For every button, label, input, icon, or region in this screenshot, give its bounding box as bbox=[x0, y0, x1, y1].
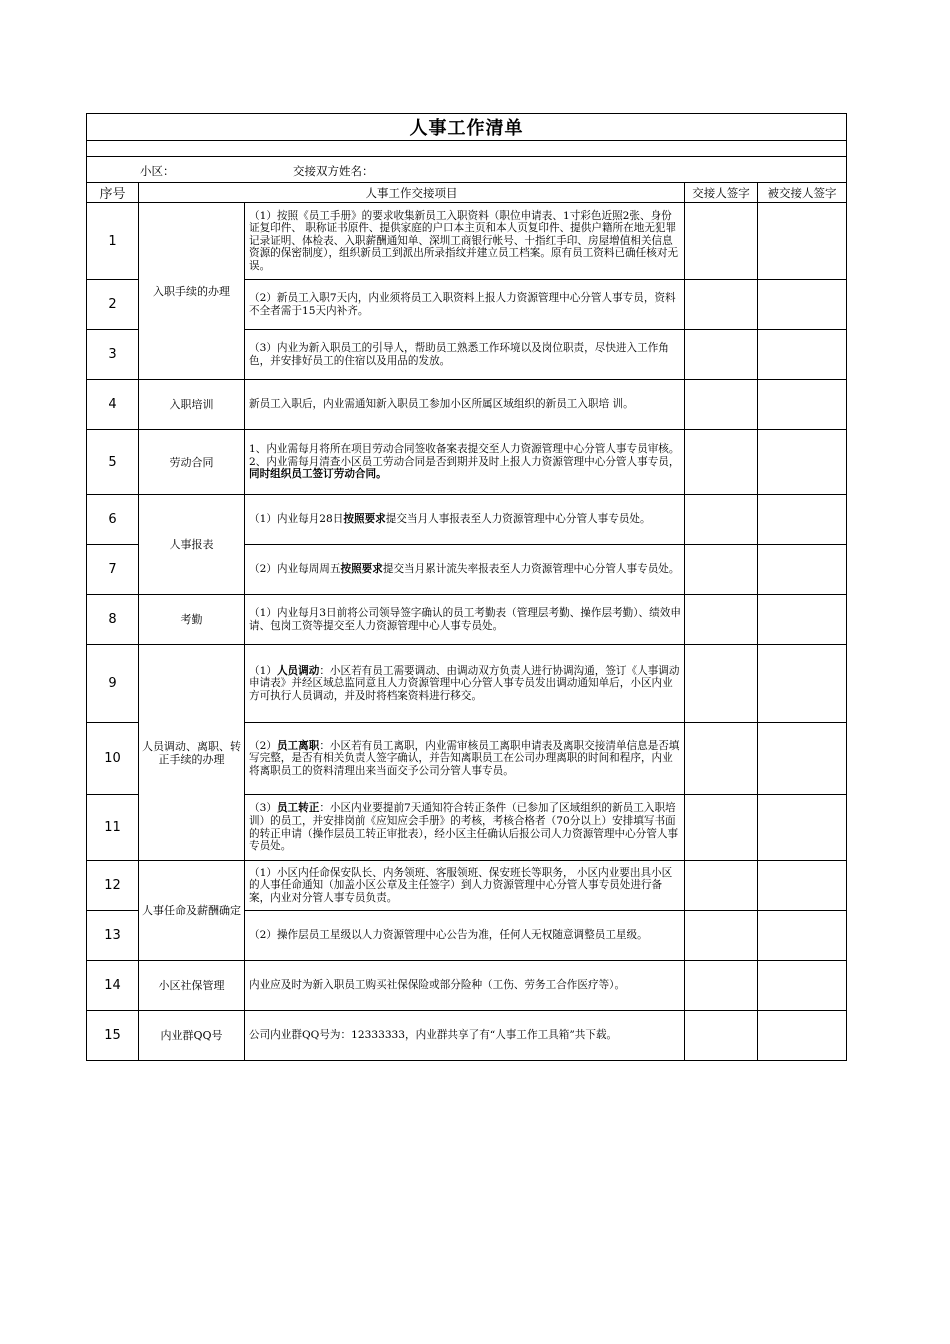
giver-signature-cell[interactable] bbox=[685, 330, 758, 380]
desc-emphasis: 按照要求 bbox=[340, 563, 383, 576]
giver-signature-cell[interactable] bbox=[685, 595, 758, 645]
receiver-signature-cell[interactable] bbox=[758, 330, 847, 380]
receiver-signature-cell[interactable] bbox=[758, 861, 847, 911]
giver-signature-cell[interactable] bbox=[685, 430, 758, 495]
header-receiver-signature: 被交接人签字 bbox=[758, 183, 847, 203]
giver-signature-cell[interactable] bbox=[685, 1011, 758, 1061]
desc-emphasis: 员工离职 bbox=[276, 739, 320, 752]
giver-signature-cell[interactable] bbox=[685, 203, 758, 280]
receiver-signature-cell[interactable] bbox=[758, 280, 847, 330]
receiver-signature-cell[interactable] bbox=[758, 1011, 847, 1061]
community-label: 小区： bbox=[140, 164, 175, 178]
category-qq-group: 内业群QQ号 bbox=[139, 1011, 245, 1061]
giver-signature-cell[interactable] bbox=[685, 495, 758, 545]
contract-line-1: 1、内业需每月将所在项目劳动合同签收备案表提交至人力资源管理中心分管人事专员审核。 bbox=[249, 443, 680, 456]
category-contract: 劳动合同 bbox=[139, 430, 245, 495]
receiver-signature-cell[interactable] bbox=[758, 380, 847, 430]
header-item: 人事工作交接项目 bbox=[139, 183, 685, 203]
receiver-signature-cell[interactable] bbox=[758, 595, 847, 645]
desc-emphasis: 按照要求 bbox=[343, 513, 386, 526]
item-description: （1）小区内任命保安队长、内务领班、客服领班、保安班长等职务， 小区内业要出具小区的人事任命通知（加盖小区公章及主任签字）到人力资源管理中心分管人事专员处进行备案，内业对分管人事专员负责。 bbox=[245, 861, 685, 911]
desc-text: ：小区若有员工需要调动、由调动双方负责人进行协调沟通，签订《人事调动申请表》并经区域总监同意且人力资源管理中心分管人事专员发出调动通知单后，小区内业方可执行人员调动，并及时将档案资料进行移交。 bbox=[249, 664, 680, 702]
desc-text: 提交当月累计流失率报表至人力资源管理中心分管人事专员处。 bbox=[382, 563, 680, 576]
receiver-signature-cell[interactable] bbox=[758, 430, 847, 495]
item-description: 内业应及时为新入职员工购买社保保险或部分险种（工伤、劳务工合作医疗等）。 bbox=[245, 961, 685, 1011]
desc-emphasis: 员工转正 bbox=[276, 802, 320, 815]
item-description: （1）内业每月3日前将公司领导签字确认的员工考勤表（管理层考勤、操作层考勤）、绩效申请、包岗工资等提交至人力资源管理中心人事专员处。 bbox=[245, 595, 685, 645]
desc-text: （1） bbox=[249, 664, 277, 677]
row-number: 4 bbox=[87, 380, 139, 430]
giver-signature-cell[interactable] bbox=[685, 280, 758, 330]
item-description bbox=[245, 795, 685, 861]
giver-signature-cell[interactable] bbox=[685, 911, 758, 961]
row-number: 14 bbox=[87, 961, 139, 1011]
category-onboarding: 入职手续的办理 bbox=[139, 203, 245, 380]
desc-text: （1）内业每月28日 bbox=[249, 513, 344, 526]
item-description bbox=[245, 495, 685, 545]
row-number: 5 bbox=[87, 430, 139, 495]
row-number: 15 bbox=[87, 1011, 139, 1061]
sheet-title: 人事工作清单 bbox=[87, 114, 847, 141]
item-description bbox=[245, 723, 685, 795]
desc-text: （2）内业每周周五 bbox=[249, 563, 341, 576]
giver-signature-cell[interactable] bbox=[685, 795, 758, 861]
giver-signature-cell[interactable] bbox=[685, 380, 758, 430]
item-description bbox=[245, 545, 685, 595]
row-number: 9 bbox=[87, 645, 139, 723]
category-appointment: 人事任命及薪酬确定 bbox=[139, 861, 245, 961]
receiver-signature-cell[interactable] bbox=[758, 495, 847, 545]
receiver-signature-cell[interactable] bbox=[758, 961, 847, 1011]
receiver-signature-cell[interactable] bbox=[758, 911, 847, 961]
item-description: （3）内业为新入职员工的引导人，帮助员工熟悉工作环境以及岗位职责，尽快进入工作角色，并安排好员工的住宿以及用品的发放。 bbox=[245, 330, 685, 380]
row-number: 2 bbox=[87, 280, 139, 330]
item-description bbox=[245, 645, 685, 723]
row-number: 13 bbox=[87, 911, 139, 961]
row-number: 6 bbox=[87, 495, 139, 545]
contract-line-2: 2、内业需每月清查小区员工劳动合同是否到期并及时上报人力资源管理中心分管人事专员， bbox=[249, 455, 680, 468]
giver-signature-cell[interactable] bbox=[685, 545, 758, 595]
handover-names-label: 交接双方姓名： bbox=[293, 164, 374, 178]
receiver-signature-cell[interactable] bbox=[758, 545, 847, 595]
blank-row bbox=[87, 141, 847, 157]
desc-text: ：小区若有员工离职，内业需审核员工离职申请表及离职交接清单信息是否填写完整，是否有相关负责人签字确认，并告知离职员工在公司办理离职的时间和程序，内业将离职员工的资料清理出来当面交予公司分管人事专员。 bbox=[249, 739, 680, 777]
receiver-signature-cell[interactable] bbox=[758, 795, 847, 861]
desc-text: ：小区内业要提前7天通知符合转正条件（已参加了区域组织的新员工入职培训）的员工，并安排岗前《应知应会手册》的考核，考核合格者（70分以上）安排填写书面的转正申请（操作层员工转正审批表），经小区主任确认后报公司人力资源管理中心分管人事专员处。 bbox=[249, 802, 679, 853]
item-description bbox=[245, 430, 685, 495]
info-row bbox=[87, 157, 847, 183]
row-number: 1 bbox=[87, 203, 139, 280]
item-description: 新员工入职后，内业需通知新入职员工参加小区所属区域组织的新员工入职培 训。 bbox=[245, 380, 685, 430]
giver-signature-cell[interactable] bbox=[685, 861, 758, 911]
desc-text: （2） bbox=[249, 739, 277, 752]
desc-text: 提交当月人事报表至人力资源管理中心分管人事专员处。 bbox=[385, 513, 651, 526]
row-number: 8 bbox=[87, 595, 139, 645]
category-reports: 人事报表 bbox=[139, 495, 245, 595]
row-number: 10 bbox=[87, 723, 139, 795]
header-seq: 序号 bbox=[87, 183, 139, 203]
giver-signature-cell[interactable] bbox=[685, 723, 758, 795]
category-attendance: 考勤 bbox=[139, 595, 245, 645]
receiver-signature-cell[interactable] bbox=[758, 645, 847, 723]
handover-sheet bbox=[86, 113, 847, 1061]
category-transfer: 人员调动、离职、转正手续的办理 bbox=[139, 645, 245, 861]
receiver-signature-cell[interactable] bbox=[758, 203, 847, 280]
desc-emphasis: 人员调动 bbox=[276, 664, 320, 677]
item-description: （2）操作层员工星级以人力资源管理中心公告为准，任何人无权随意调整员工星级。 bbox=[245, 911, 685, 961]
contract-emphasis: 同时组织员工签订劳动合同。 bbox=[249, 468, 387, 481]
row-number: 12 bbox=[87, 861, 139, 911]
row-number: 11 bbox=[87, 795, 139, 861]
receiver-signature-cell[interactable] bbox=[758, 723, 847, 795]
item-description: （2）新员工入职7天内，内业须将员工入职资料上报人力资源管理中心分管人事专员，资料不全者需于15天内补齐。 bbox=[245, 280, 685, 330]
header-giver-signature: 交接人签字 bbox=[685, 183, 758, 203]
row-number: 3 bbox=[87, 330, 139, 380]
category-training: 入职培训 bbox=[139, 380, 245, 430]
giver-signature-cell[interactable] bbox=[685, 645, 758, 723]
item-description: 公司内业群QQ号为：12333333，内业群共享了有“人事工作工具箱”共下载。 bbox=[245, 1011, 685, 1061]
giver-signature-cell[interactable] bbox=[685, 961, 758, 1011]
category-social-insurance: 小区社保管理 bbox=[139, 961, 245, 1011]
row-number: 7 bbox=[87, 545, 139, 595]
desc-text: （3） bbox=[249, 802, 277, 815]
item-description: （1）按照《员工手册》的要求收集新员工入职资料（职位申请表、1寸彩色近照2张、身份证复印件、 职称证书原件、提供家庭的户口本主页和本人页复印件、提供户籍所在地无犯罪记录证明、体检表、入职薪酬通知单、深圳工商银行帐号、十指红手印、房屋增值相关信息资源的保密制度），组织新员工到派出所录指纹并建立员工档案。原有员工资料已确任核对无误。 bbox=[245, 203, 685, 280]
